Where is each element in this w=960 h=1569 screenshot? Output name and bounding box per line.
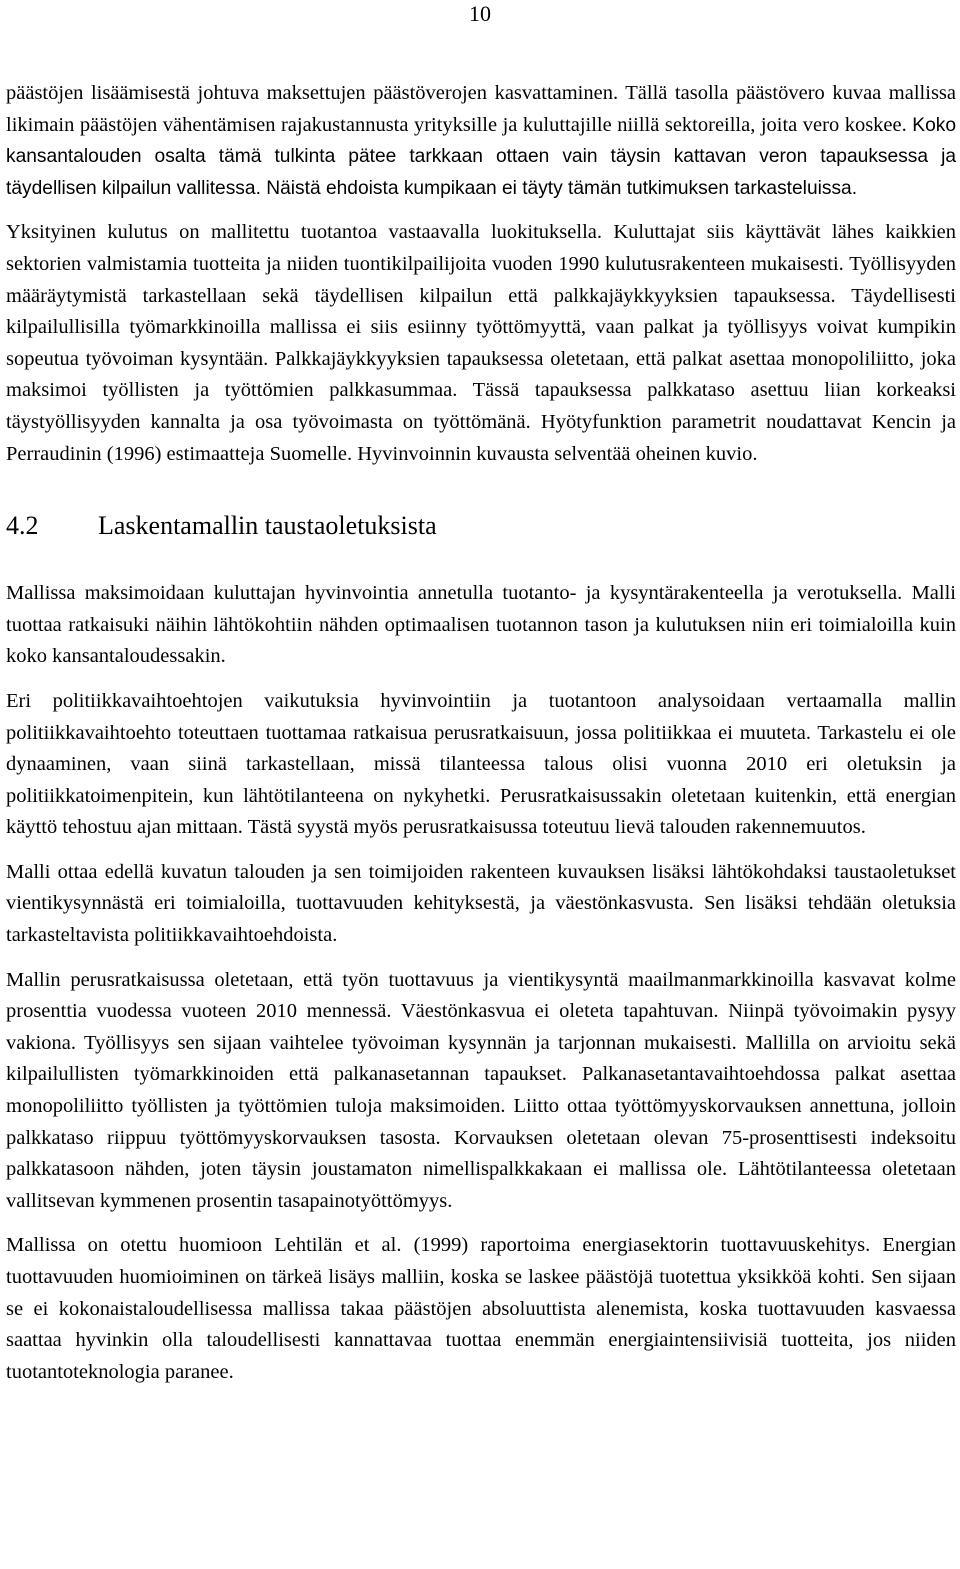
document-body <box>6 78 956 1388</box>
paragraph-energy-productivity: Mallissa on otettu huomioon Lehtilän et al. (1999) raportoima energiasektorin tuottavuuskehitys. Energian tuottavuuden huomioiminen on tärkeä lisäys malliin, koska se laskee päästöjä tuotettua yksikköä kohti. Sen sijaan se ei kokonaistaloudellisessa mallissa takaa päästöjen absoluuttista alenemista, koska tuottavuuden kasvaessa saattaa hyvinkin olla taloudellisesti kannattavaa tuottaa enemmän energiaintensiivisiä tuotteita, jos niiden tuotantoteknologia paranee. <box>6 1234 956 1383</box>
paragraph-model-maximization: Mallissa maksimoidaan kuluttajan hyvinvointia annetulla tuotanto- ja kysyntärakenteella ja verotuksella. Malli tuottaa ratkaisuki näihin lähtökohtiin nähden optimaalisen tuotannon tason ja kulutuksen niin eri toimialoilla kuin koko kansantaloudessakin. <box>6 582 956 668</box>
paragraph-segment-sans: Koko kansantalouden osalta tämä tulkinta pätee tarkkaan ottaen vain täysin kattavan veron tapauksessa ja täydellisen kilpailun vallitessa. Näistä ehdoista kumpikaan ei täyty tämän tutkimuksen tarkasteluissa. <box>6 114 956 199</box>
paragraph-segment-serif: päästöjen lisäämisestä johtuva maksettujen päästöverojen kasvattaminen. Tällä tasolla päästövero kuvaa mallissa likimain päästöjen vähentämisen rajakustannusta yrityksille ja kuluttajille niillä sektoreilla, joita vero koskee. <box>6 82 956 136</box>
paragraph-emission-tax <box>6 78 956 204</box>
paragraph-base-solution: Mallin perusratkaisussa oletetaan, että työn tuottavuus ja vientikysyntä maailmanmarkkinoilla kasvavat kolme prosenttia vuodessa vuoteen 2010 mennessä. Väestönkasvua ei oleteta tapahtuvan. Niinpä työvoimakin pysyy vakiona. Työllisyys sen sijaan vaihtelee työvoiman kysynnän ja tarjonnan mukaisesti. Mallilla on arvioitu sekä kilpailullisten työmarkkinoiden että palkanasetannan tapaukset. Palkanasetantavaihtoehdossa palkat asettaa monopoliliitto työllisten ja työttömien tuloja maksimoiden. Liitto ottaa työttömyyskorvauksen annettuna, jolloin palkkataso riippuu työttömyyskorvauksen tasosta. Korvauksen oletetaan olevan 75-prosenttisesti indeksoitu palkkatasoon nähden, joten täysin joustamaton nimellispalkkakaan ei mallissa ole. Lähtötilanteessa oletetaan vallitsevan kymmenen prosentin tasapainotyöttömyys. <box>6 968 956 1212</box>
section-number: 4.2 <box>6 511 39 541</box>
paragraph-private-consumption: Yksityinen kulutus on mallitettu tuotantoa vastaavalla luokituksella. Kuluttajat siis käyttävät lähes kaikkien sektorien valmistamia tuotteita ja niiden tuontikilpailijoita vuoden 1990 kulutusrakenteen mukaisesti. Työllisyyden määräytymistä tarkastellaan sekä täydellisen kilpailun että palkkajäykkyyksien tapauksessa. Täydellisesti kilpailullisilla työmarkkinoilla mallissa ei siis esiinny työttömyyttä, vaan palkat ja työllisyys voivat kumpikin sopeutua työvoiman kysyntään. Palkkajäykkyyksien tapauksessa oletetaan, että palkat asettaa monopoliliitto, joka maksimoi työllisten ja työttömien palkkasummaa. Tässä tapauksessa palkkataso asettuu liian korkeaksi täystyöllisyyden kannalta ja osa työvoimasta on työttömänä. Hyötyfunktion parametrit noudattavat Kencin ja Perraudinin (1996) estimaatteja Suomelle. Hyvinvoinnin kuvausta selventää oheinen kuvio. <box>6 221 956 465</box>
section-title: Laskentamallin taustaoletuksista <box>98 511 437 541</box>
paragraph-policy-alternatives: Eri politiikkavaihtoehtojen vaikutuksia hyvinvointiin ja tuotantoon analysoidaan vertaamalla mallin politiikkavaihtoehto toteuttaen tuottamaa ratkaisua perusratkaisuun, jossa politiikkaa ei muuteta. Tarkastelu ei ole dynaaminen, vaan siinä tarkastellaan, missä tilanteessa talous olisi vuonna 2010 eri oletuksin ja politiikkatoimenpitein, kun lähtötilanteena on nykyhetki. Perusratkaisussakin oletetaan kuitenkin, että energian käyttö tehostuu ajan mittaan. Tästä syystä myös perusratkaisussa toteutuu lievä talouden rakennemuutos. <box>6 689 956 839</box>
page-number: 10 <box>469 1 491 26</box>
section-heading <box>6 510 956 542</box>
paragraph-background-assumptions: Malli ottaa edellä kuvatun talouden ja sen toimijoiden rakenteen kuvauksen lisäksi lähtökohdaksi taustaoletukset vientikysynnästä eri toimialoilla, tuottavuuden kehityksestä, ja väestönkasvusta. Sen lisäksi tehdään oletuksia tarkasteltavista politiikkavaihtoehdoista. <box>6 860 956 947</box>
